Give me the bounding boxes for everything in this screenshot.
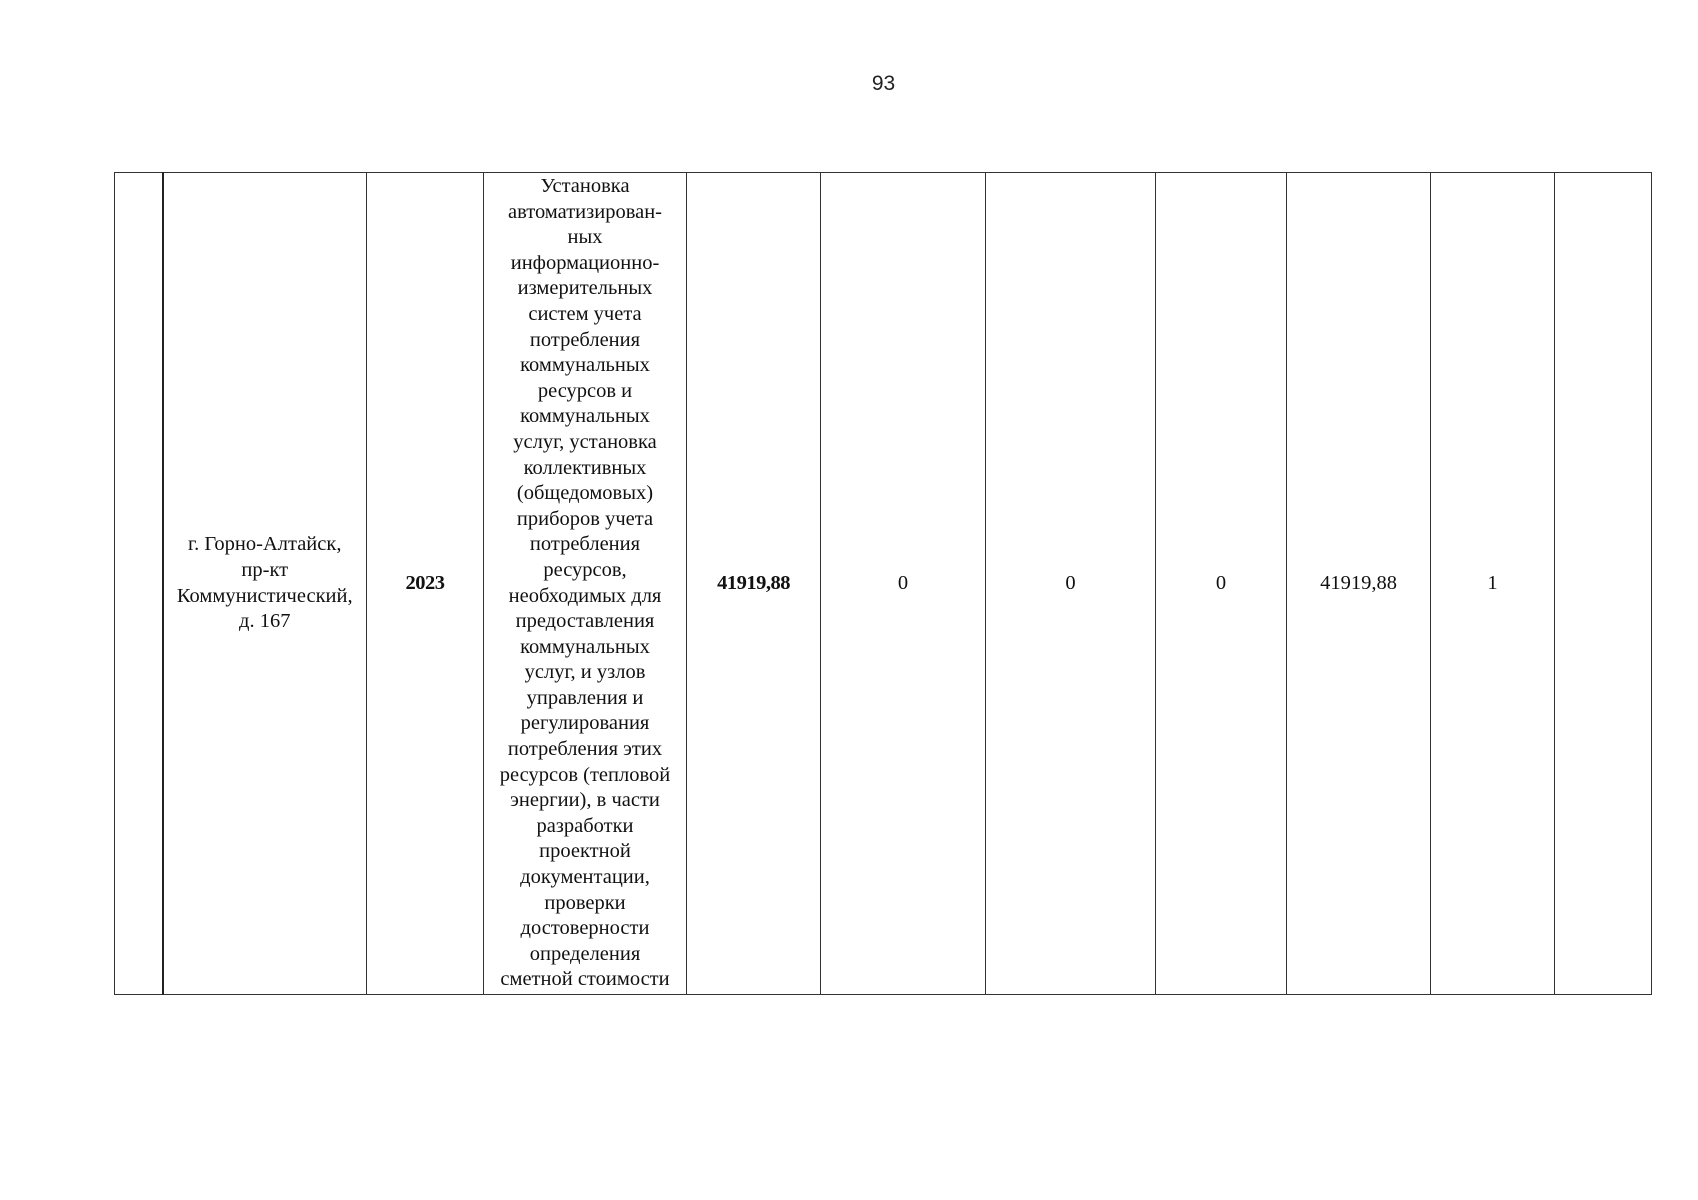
- address-cell: [163, 173, 367, 995]
- address-line: Коммунистический,: [176, 584, 353, 607]
- work-line: услуг, установка: [513, 430, 657, 453]
- work-line: информационно-: [510, 251, 660, 274]
- work-line: предоставления: [515, 610, 655, 633]
- work-description-cell: [484, 173, 687, 995]
- work-line: проверки: [544, 891, 626, 914]
- work-line: проектной: [539, 840, 631, 863]
- work-line: определения: [529, 942, 641, 965]
- work-line: ресурсов,: [543, 558, 627, 581]
- work-line: ных: [567, 226, 603, 249]
- work-line: автоматизирован-: [507, 200, 663, 223]
- address-line: д. 167: [239, 610, 291, 633]
- total-cost-cell: 41919,88: [687, 173, 821, 995]
- page-number: 93: [871, 72, 896, 95]
- work-line: необходимых для: [508, 584, 662, 607]
- work-line: измерительных: [517, 277, 653, 300]
- work-line: энергии), в части: [510, 789, 660, 812]
- value-cell-6: [1555, 173, 1652, 995]
- row-index-cell: [115, 173, 163, 995]
- work-line: коллективных: [523, 456, 647, 479]
- table-row: [115, 173, 1652, 995]
- work-line: Установка: [540, 175, 630, 197]
- work-line: потребления: [529, 533, 641, 556]
- work-line: услуг, и узлов: [524, 661, 646, 684]
- value-cell-5: 1: [1431, 173, 1555, 995]
- value-cell-4: 41919,88: [1287, 173, 1431, 995]
- work-line: (общедомовых): [516, 482, 654, 505]
- work-line: ресурсов (тепловой: [499, 763, 671, 786]
- address-line: пр-кт: [241, 558, 289, 581]
- work-line: систем учета: [528, 302, 642, 325]
- work-line: достоверности: [520, 917, 650, 940]
- work-line: потребления этих: [507, 738, 663, 761]
- address-line: г. Горно-Алтайск,: [188, 533, 342, 556]
- value-cell-2: 0: [986, 173, 1156, 995]
- value-cell-3: 0: [1156, 173, 1287, 995]
- year-cell: 2023: [367, 173, 484, 995]
- value-cell-1: 0: [821, 173, 986, 995]
- work-line: потребления: [529, 328, 641, 351]
- work-line: коммунальных: [520, 405, 650, 428]
- work-line: регулирования: [520, 712, 650, 735]
- work-line: коммунальных: [520, 354, 650, 377]
- work-line: ресурсов и: [537, 379, 633, 402]
- work-line: сметной стоимости: [500, 968, 670, 991]
- work-line: управления и: [526, 686, 644, 709]
- work-line: коммунальных: [520, 635, 650, 658]
- work-line: приборов учета: [516, 507, 654, 530]
- work-line: разработки: [536, 814, 634, 837]
- work-line: документации,: [520, 866, 650, 889]
- budget-table: [114, 172, 1652, 995]
